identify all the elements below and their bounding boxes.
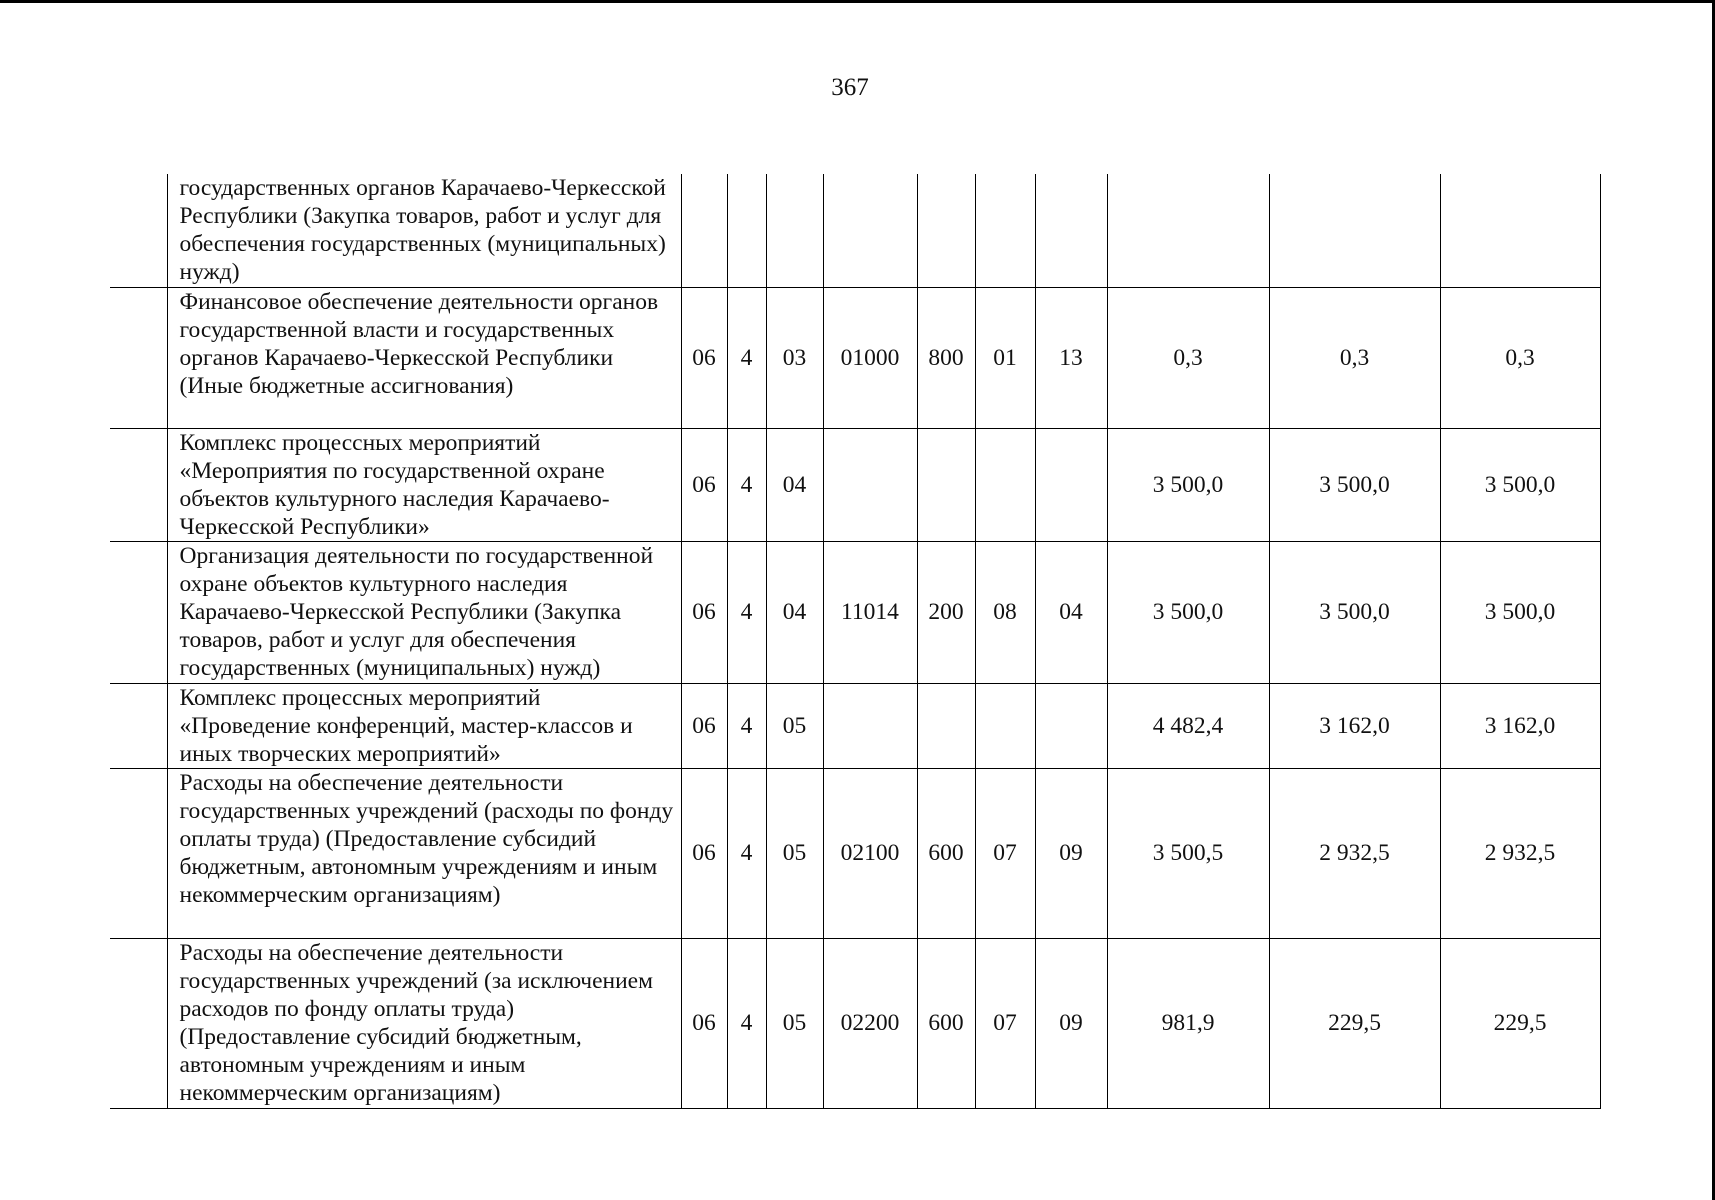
table-row [110,938,1600,1108]
amount-cell: 229,5 [1269,938,1440,1108]
code-cell [975,428,1035,541]
code-cell: 07 [975,768,1035,938]
budget-table [110,174,1601,1109]
amount-cell: 229,5 [1440,938,1600,1108]
table-row [110,428,1600,541]
amount-cell: 4 482,4 [1107,683,1269,768]
amount-cell: 0,3 [1440,287,1600,428]
code-cell: 01000 [823,287,917,428]
code-cell [917,174,975,287]
code-cell: 4 [727,428,766,541]
row-number-cell [110,287,167,428]
table-row [110,287,1600,428]
code-cell: 04 [766,541,823,683]
amount-cell: 3 500,0 [1440,541,1600,683]
table-row [110,541,1600,683]
code-cell [727,174,766,287]
table-row [110,683,1600,768]
code-cell [823,174,917,287]
row-number-cell [110,768,167,938]
amount-cell: 2 932,5 [1269,768,1440,938]
code-cell: 06 [681,541,727,683]
amount-cell: 3 500,5 [1107,768,1269,938]
amount-cell: 3 500,0 [1440,428,1600,541]
code-cell: 09 [1035,938,1107,1108]
description-cell: Организация деятельности по государственной охране объектов культурного наследия Карачаево-Черкесской Республики (Закупка товаров, работ и услуг для обеспечения государственных (муниципальных) нужд) [167,541,681,683]
code-cell [1035,428,1107,541]
description-cell: Расходы на обеспечение деятельности государственных учреждений (расходы по фонду оплаты труда) (Предоставление субсидий бюджетным, автономным учреждениям и иным некоммерческим организациям) [167,768,681,938]
code-cell: 4 [727,938,766,1108]
code-cell: 03 [766,287,823,428]
code-cell: 06 [681,287,727,428]
code-cell: 06 [681,938,727,1108]
code-cell: 800 [917,287,975,428]
code-cell: 200 [917,541,975,683]
code-cell: 09 [1035,768,1107,938]
code-cell [917,683,975,768]
code-cell [975,683,1035,768]
amount-cell: 3 500,0 [1269,541,1440,683]
code-cell: 4 [727,287,766,428]
row-number-cell [110,541,167,683]
code-cell: 05 [766,938,823,1108]
page-number: 367 [831,74,869,101]
row-number-cell [110,174,167,287]
description-cell: Расходы на обеспечение деятельности государственных учреждений (за исключением расходов по фонду оплаты труда) (Предоставление субсидий бюджетным, автономным учреждениям и иным некоммерческим организациям) [167,938,681,1108]
code-cell: 4 [727,768,766,938]
code-cell: 02100 [823,768,917,938]
row-number-cell [110,428,167,541]
code-cell [823,428,917,541]
code-cell [823,683,917,768]
code-cell: 600 [917,938,975,1108]
code-cell: 06 [681,683,727,768]
amount-cell: 3 500,0 [1107,541,1269,683]
amount-cell [1440,174,1600,287]
code-cell: 05 [766,768,823,938]
amount-cell: 0,3 [1269,287,1440,428]
amount-cell: 3 500,0 [1107,428,1269,541]
row-number-cell [110,683,167,768]
amount-cell: 981,9 [1107,938,1269,1108]
amount-cell: 0,3 [1107,287,1269,428]
amount-cell [1269,174,1440,287]
code-cell: 06 [681,428,727,541]
description-cell: Финансовое обеспечение деятельности органов государственной власти и государственных органов Карачаево-Черкесской Республики (Иные бюджетные ассигнования) [167,287,681,428]
description-cell: Комплекс процессных мероприятий «Проведение конференций, мастер-классов и иных творческих мероприятий» [167,683,681,768]
code-cell [766,174,823,287]
page-border-top [0,0,1715,3]
code-cell: 02200 [823,938,917,1108]
code-cell [917,428,975,541]
code-cell: 4 [727,541,766,683]
description-cell: государственных органов Карачаево-Черкесской Республики (Закупка товаров, работ и услуг для обеспечения государственных (муниципальных) нужд) [167,174,681,287]
code-cell: 08 [975,541,1035,683]
code-cell: 600 [917,768,975,938]
amount-cell: 3 162,0 [1269,683,1440,768]
code-cell [1035,683,1107,768]
code-cell: 06 [681,768,727,938]
code-cell: 4 [727,683,766,768]
row-number-cell [110,938,167,1108]
amount-cell [1107,174,1269,287]
code-cell: 01 [975,287,1035,428]
code-cell: 07 [975,938,1035,1108]
code-cell: 13 [1035,287,1107,428]
code-cell [1035,174,1107,287]
code-cell [975,174,1035,287]
amount-cell: 3 500,0 [1269,428,1440,541]
code-cell: 04 [766,428,823,541]
code-cell: 11014 [823,541,917,683]
code-cell: 04 [1035,541,1107,683]
amount-cell: 3 162,0 [1440,683,1600,768]
table-row [110,174,1600,287]
code-cell [681,174,727,287]
description-cell: Комплекс процессных мероприятий «Мероприятия по государственной охране объектов культурного наследия Карачаево-Черкесской Республики» [167,428,681,541]
table-row [110,768,1600,938]
amount-cell: 2 932,5 [1440,768,1600,938]
code-cell: 05 [766,683,823,768]
